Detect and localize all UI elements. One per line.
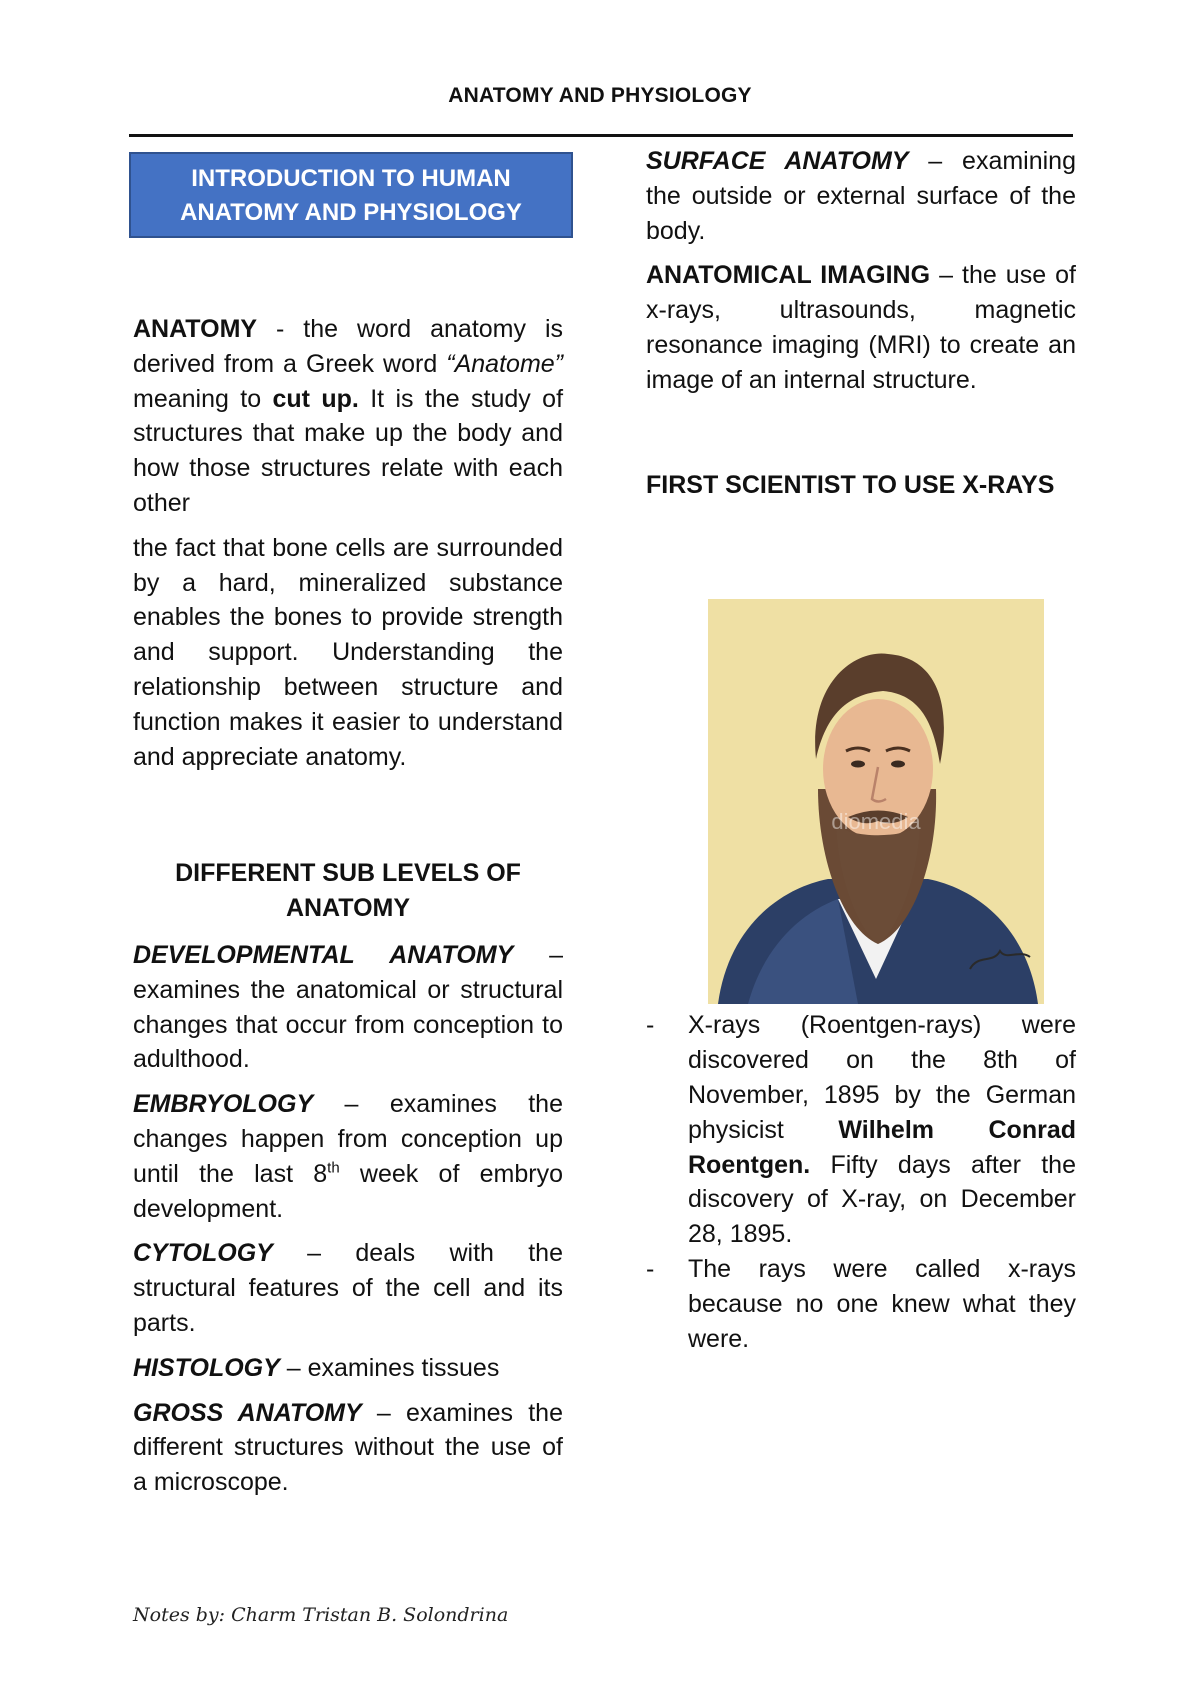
sub-levels-heading bbox=[133, 856, 563, 926]
developmental-anatomy bbox=[133, 938, 563, 1077]
list-item bbox=[646, 1008, 1076, 1252]
cytology-term: CYTOLOGY bbox=[133, 1239, 273, 1268]
anatomy-text-2: meaning to bbox=[133, 384, 273, 413]
sub-levels-heading-line-1: DIFFERENT SUB LEVELS OF bbox=[175, 859, 521, 888]
right-eye bbox=[891, 761, 905, 768]
anatomy-definition bbox=[133, 312, 563, 521]
cytology-text: – deals with the structural features of the cell and its parts. bbox=[133, 1239, 563, 1337]
dash-marker: - bbox=[646, 1011, 655, 1040]
anatomical-imaging-text: – the use of x-rays, ultrasounds, magnetic resonance imaging (MRI) to create an image of an internal structure. bbox=[646, 261, 1076, 394]
list-item bbox=[646, 1252, 1076, 1356]
surface-anatomy bbox=[646, 144, 1076, 248]
spacer bbox=[133, 784, 563, 856]
embryology-sup: th bbox=[327, 1159, 340, 1177]
developmental-term: DEVELOPMENTAL ANATOMY bbox=[133, 940, 514, 969]
spacer bbox=[646, 408, 1076, 468]
section-title-box bbox=[129, 152, 573, 238]
bullet-text-2: Fifty days after the discovery of X-ray, on December 28, 1895. bbox=[688, 1150, 1076, 1249]
roentgen-portrait-image bbox=[708, 599, 1044, 1004]
developmental-text: – examines the anatomical or structural changes that occur from conception to adulthood. bbox=[133, 940, 563, 1074]
gross-anatomy-text: – examines the different structures without the use of a microscope. bbox=[133, 1398, 563, 1497]
bullet-text: The rays were called x-rays because no one knew what they were. bbox=[688, 1254, 1076, 1353]
histology-term: HISTOLOGY bbox=[133, 1353, 280, 1382]
roentgen-name: Wilhelm Conrad Roentgen. bbox=[688, 1115, 1076, 1179]
footer-credit: Notes by: Charm Tristan B. Solondrina bbox=[133, 1604, 509, 1626]
watermark-text: diomedia bbox=[831, 809, 921, 834]
left-column bbox=[133, 312, 563, 1510]
xray-heading: FIRST SCIENTIST TO USE X-RAYS bbox=[646, 470, 1055, 499]
sub-levels-heading-line-2: ANATOMY bbox=[285, 894, 411, 923]
anatomy-text-1: - the word anatomy is derived from a Greek word bbox=[133, 315, 563, 378]
left-eye bbox=[851, 761, 865, 768]
header-rule bbox=[129, 134, 1073, 137]
histology bbox=[133, 1351, 563, 1386]
gross-anatomy bbox=[133, 1396, 563, 1500]
embryology-term: EMBRYOLOGY bbox=[133, 1090, 314, 1119]
bone-paragraph: the fact that bone cells are surrounded by a hard, mineralized substance enables the bones to provide strength and support. Understanding the relationship between structure and function makes it easier to understand and appreciate anatomy. bbox=[133, 533, 563, 771]
portrait-drawing bbox=[708, 599, 1044, 1004]
gross-anatomy-term: GROSS ANATOMY bbox=[133, 1398, 362, 1427]
embryology-text-1: – examines the changes happen from conception up until the last 8 bbox=[133, 1090, 563, 1188]
page-header-title: ANATOMY AND PHYSIOLOGY bbox=[448, 84, 752, 107]
surface-anatomy-text: – examining the outside or external surface of the body. bbox=[646, 147, 1076, 245]
surface-anatomy-term: SURFACE ANATOMY bbox=[646, 147, 909, 175]
title-box-line-1: INTRODUCTION TO HUMAN bbox=[191, 165, 511, 192]
bullet-text-1: X-rays (Roentgen-rays) were discovered on the 8th of November, 1895 by the German physicist bbox=[688, 1011, 1076, 1144]
cut-up-bold: cut up. bbox=[272, 384, 359, 413]
title-box-line-2: ANATOMY AND PHYSIOLOGY bbox=[180, 199, 522, 226]
anatomy-text-3: It is the study of structures that make up the body and how those structures relate with each other bbox=[133, 384, 564, 517]
anatomical-imaging-term: ANATOMICAL IMAGING bbox=[646, 261, 931, 290]
embryology-text-2: week of embryo development. bbox=[133, 1159, 563, 1223]
embryology bbox=[133, 1087, 563, 1226]
xray-bullet-list bbox=[646, 1008, 1076, 1356]
dash-marker: - bbox=[646, 1254, 655, 1283]
anatomical-imaging bbox=[646, 258, 1076, 397]
cytology bbox=[133, 1236, 563, 1340]
histology-text: – examines tissues bbox=[279, 1353, 500, 1382]
anatomy-term: ANATOMY bbox=[133, 315, 258, 343]
anatome-word: “Anatome” bbox=[446, 349, 563, 378]
